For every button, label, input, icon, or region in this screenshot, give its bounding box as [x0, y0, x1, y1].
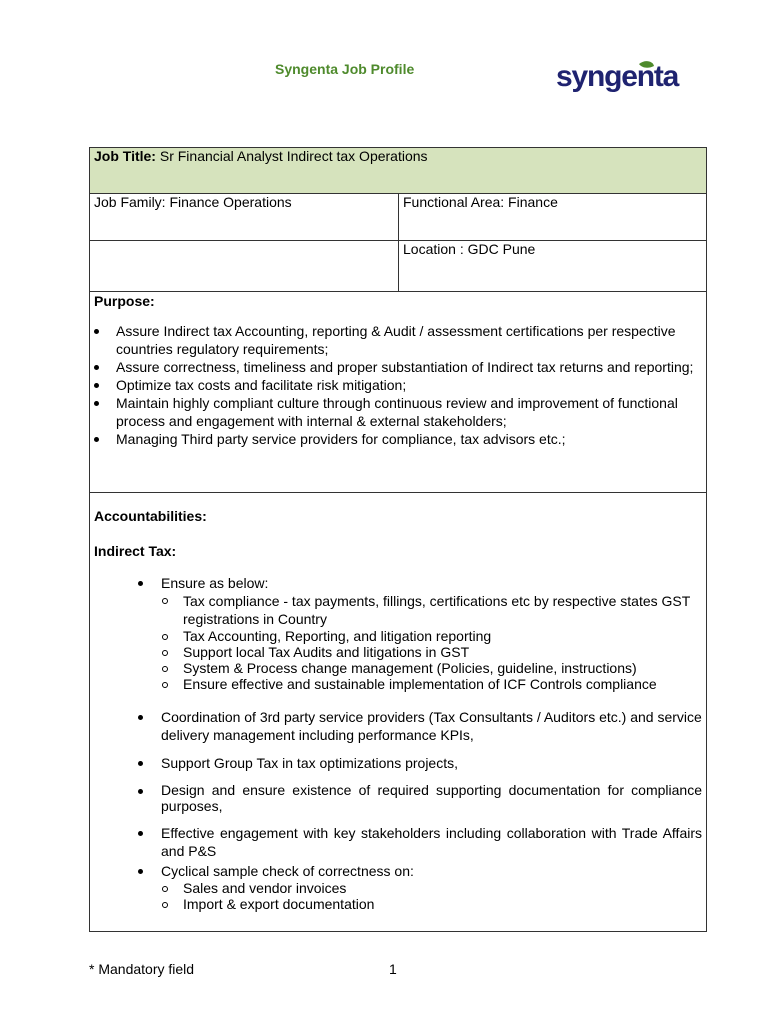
job-profile-table: [89, 147, 707, 932]
list-item: Coordination of 3rd party service providers (Tax Consultants / Auditors etc.) and service delivery management including performance KPIs,: [138, 708, 702, 744]
indirect-tax-heading: Indirect Tax:: [94, 543, 177, 559]
list-item: Optimize tax costs and facilitate risk mitigation;: [94, 376, 702, 394]
sub-list-item: Sales and vendor invoices: [161, 880, 702, 896]
list-item: Managing Third party service providers for compliance, tax advisors etc.;: [94, 430, 702, 448]
sub-list: [161, 880, 702, 912]
accountabilities-row: [90, 493, 707, 932]
job-title-value: Sr Financial Analyst Indirect tax Operations: [159, 148, 428, 164]
job-title-label: Job Title:: [94, 148, 156, 164]
empty-cell: [90, 241, 399, 292]
accountabilities-list: [138, 574, 702, 912]
job-title-row: [90, 148, 707, 194]
logo-wordmark: syngenta: [556, 60, 679, 93]
list-item: Effective engagement with key stakeholders including collaboration with Trade Affairs and P&S: [138, 824, 702, 860]
sub-list-item: Import & export documentation: [161, 896, 702, 912]
accountabilities-cell: [90, 493, 707, 932]
page-number: 1: [389, 961, 397, 977]
sub-list: [161, 592, 702, 692]
location-cell: Location : GDC Pune: [399, 241, 707, 292]
location-row: [90, 241, 707, 292]
purpose-list: [94, 322, 702, 448]
mandatory-field-note: * Mandatory field: [89, 961, 195, 977]
list-item: Assure correctness, timeliness and proper substantiation of Indirect tax returns and reporting;: [94, 358, 702, 376]
list-item: Design and ensure existence of required supporting documentation for compliance purposes,: [138, 782, 702, 814]
job-title-cell: [90, 148, 707, 194]
sub-list-item: Ensure effective and sustainable implementation of ICF Controls compliance: [161, 676, 702, 692]
purpose-row: [90, 292, 707, 493]
job-family-cell: Job Family: Finance Operations: [90, 194, 399, 241]
list-item: Support Group Tax in tax optimizations projects,: [138, 754, 702, 772]
list-item: Ensure as below: Tax compliance - tax payments, fillings, certifications etc by respective states GST registrations in Country Tax Accounting, Reporting, and litigation reporting Support local Tax Audits and litigations in GST System & Process change management (Policies, guideline, instructions) Ensure effective and sustainable implementation of ICF Controls compliance: [138, 574, 702, 692]
sub-list-item: Support local Tax Audits and litigations in GST: [161, 644, 702, 660]
functional-area-cell: Functional Area: Finance: [399, 194, 707, 241]
document-title: Syngenta Job Profile: [275, 61, 415, 77]
list-item: Maintain highly compliant culture through continuous review and improvement of functional process and engagement with internal & external stakeholders;: [94, 394, 702, 430]
sub-list-item: Tax Accounting, Reporting, and litigation reporting: [161, 628, 702, 644]
purpose-heading: Purpose:: [94, 293, 155, 309]
list-item: Cyclical sample check of correctness on: Sales and vendor invoices Import & export documentation: [138, 862, 702, 912]
job-family-row: [90, 194, 707, 241]
sub-list-item: Tax compliance - tax payments, fillings, certifications etc by respective states GST registrations in Country: [161, 592, 702, 628]
sub-list-item: System & Process change management (Policies, guideline, instructions): [161, 660, 702, 676]
list-item: Assure Indirect tax Accounting, reporting & Audit / assessment certifications per respective countries regulatory requirements;: [94, 322, 702, 358]
purpose-cell: [90, 292, 707, 493]
accountabilities-heading: Accountabilities:: [94, 508, 207, 524]
syngenta-logo: [556, 60, 680, 106]
